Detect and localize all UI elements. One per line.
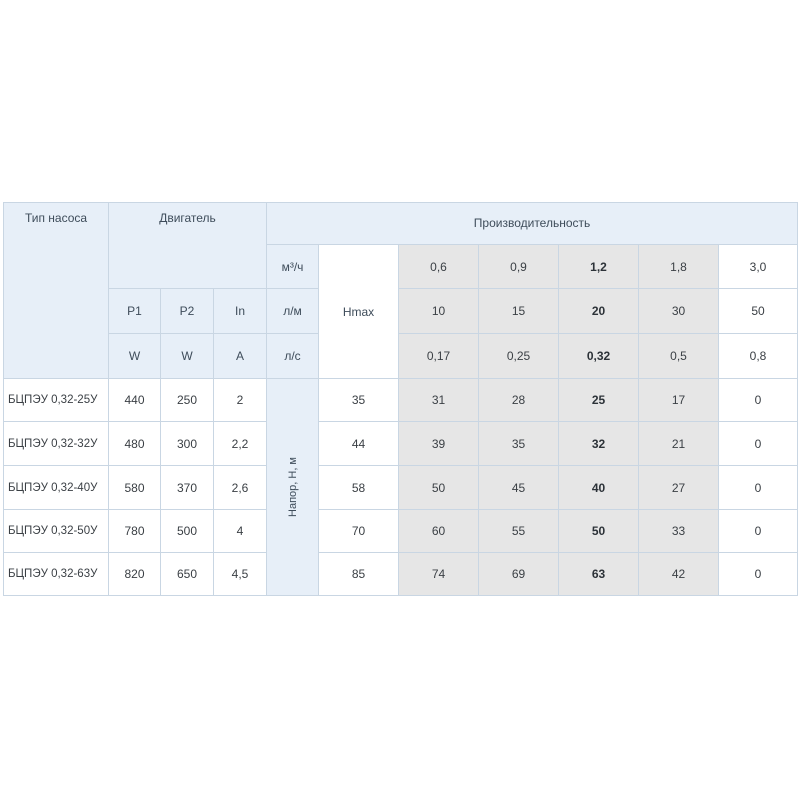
head-value: 74 [399,553,479,596]
flow-lm: 30 [639,289,719,334]
flow-m3h: 1,2 [559,245,639,289]
p1-value: 780 [109,510,161,553]
head-value: 63 [559,553,639,596]
head-value: 50 [559,510,639,553]
engine-unit-in: A [214,334,267,379]
hmax-value: 58 [319,466,399,510]
head-value: 50 [399,466,479,510]
engine-col-in: In [214,289,267,334]
hmax-value: 44 [319,422,399,466]
table-row [4,466,798,510]
head-value: 35 [479,422,559,466]
engine-unit-p1: W [109,334,161,379]
table-row [4,553,798,596]
p1-value: 480 [109,422,161,466]
head-value: 21 [639,422,719,466]
head-value: 0 [719,510,798,553]
head-value: 33 [639,510,719,553]
unit-ls: л/с [267,334,319,379]
pump-spec-table [3,202,798,596]
table-row [4,379,798,422]
in-value: 2 [214,379,267,422]
in-value: 2,2 [214,422,267,466]
model-name: БЦПЭУ 0,32-25У [4,379,109,422]
head-value: 25 [559,379,639,422]
table-row [4,422,798,466]
flow-ls: 0,32 [559,334,639,379]
p2-value: 650 [161,553,214,596]
model-name: БЦПЭУ 0,32-40У [4,466,109,510]
p1-value: 440 [109,379,161,422]
type-header: Тип насоса [4,203,109,379]
head-value: 28 [479,379,559,422]
hmax-value: 35 [319,379,399,422]
head-value: 60 [399,510,479,553]
head-value: 27 [639,466,719,510]
head-value: 42 [639,553,719,596]
head-value: 40 [559,466,639,510]
p2-value: 300 [161,422,214,466]
engine-header: Двигатель [109,203,267,289]
flow-m3h: 3,0 [719,245,798,289]
hmax-value: 85 [319,553,399,596]
flow-ls: 0,8 [719,334,798,379]
unit-lm: л/м [267,289,319,334]
hmax-header: Hmax [319,245,399,379]
head-value: 0 [719,379,798,422]
in-value: 4 [214,510,267,553]
head-value: 0 [719,553,798,596]
p1-value: 580 [109,466,161,510]
flow-ls: 0,17 [399,334,479,379]
flow-lm: 15 [479,289,559,334]
in-value: 2,6 [214,466,267,510]
head-label: Напор, Н, м [286,457,299,517]
head-value: 69 [479,553,559,596]
head-value: 0 [719,422,798,466]
head-label-cell [267,379,319,596]
p2-value: 370 [161,466,214,510]
flow-ls: 0,5 [639,334,719,379]
unit-m3h: м³/ч [267,245,319,289]
hmax-value: 70 [319,510,399,553]
head-value: 31 [399,379,479,422]
flow-ls: 0,25 [479,334,559,379]
in-value: 4,5 [214,553,267,596]
model-name: БЦПЭУ 0,32-32У [4,422,109,466]
flow-m3h: 0,9 [479,245,559,289]
head-value: 0 [719,466,798,510]
performance-header: Производительность [267,203,798,245]
p2-value: 250 [161,379,214,422]
p2-value: 500 [161,510,214,553]
head-value: 55 [479,510,559,553]
head-value: 32 [559,422,639,466]
p1-value: 820 [109,553,161,596]
flow-m3h: 1,8 [639,245,719,289]
head-value: 17 [639,379,719,422]
flow-lm: 20 [559,289,639,334]
engine-unit-p2: W [161,334,214,379]
model-name: БЦПЭУ 0,32-63У [4,553,109,596]
engine-col-p2: P2 [161,289,214,334]
head-value: 39 [399,422,479,466]
model-name: БЦПЭУ 0,32-50У [4,510,109,553]
table-row [4,510,798,553]
flow-lm: 50 [719,289,798,334]
head-value: 45 [479,466,559,510]
flow-lm: 10 [399,289,479,334]
flow-m3h: 0,6 [399,245,479,289]
engine-col-p1: P1 [109,289,161,334]
